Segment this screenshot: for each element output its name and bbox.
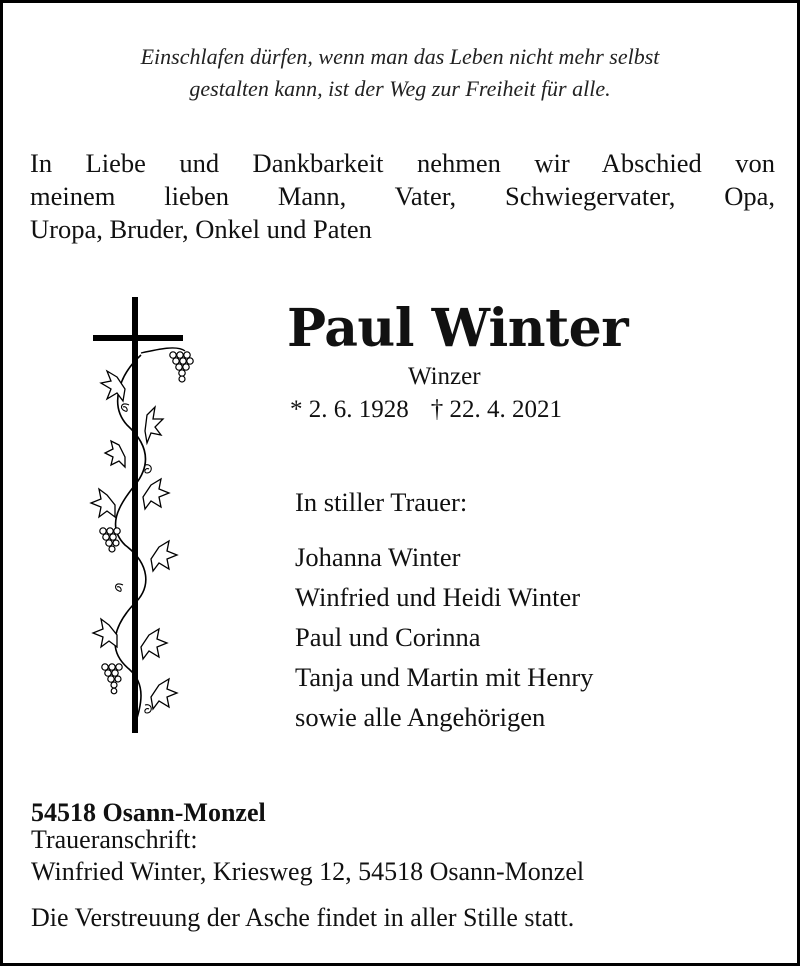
mourner-name: Johanna Winter [295, 542, 461, 572]
death-date: † 22. 4. 2021 [430, 396, 562, 423]
closing-note: Die Verstreuung der Asche findet in aller Stille statt. [31, 903, 575, 932]
life-dates [290, 394, 562, 426]
address-label: Traueranschrift: [31, 825, 198, 854]
mourner-name: Winfried und Heidi Winter [295, 582, 581, 612]
mourners-list [295, 537, 593, 737]
farewell-intro [30, 147, 775, 246]
quote-line-2: gestalten kann, ist der Weg zur Freiheit für alle. [189, 76, 611, 101]
mourning-address: Winfried Winter, Kriesweg 12, 54518 Osann-Monzel [31, 857, 585, 886]
quote-line-1: Einschlafen dürfen, wenn man das Leben nicht mehr selbst [140, 44, 660, 69]
birth-date: * 2. 6. 1928 [290, 396, 409, 423]
cross-with-grapevine-icon [89, 295, 205, 737]
mourner-name: Paul und Corinna [295, 622, 481, 652]
mourner-name: sowie alle Angehörigen [295, 702, 546, 732]
intro-line-2: meinem lieben Mann, Vater, Schwiegervater, Opa, [30, 181, 775, 211]
deceased-profession: Winzer [408, 363, 481, 390]
deceased-name: Paul Winter [287, 298, 629, 359]
intro-line-3: Uropa, Bruder, Onkel und Paten [30, 214, 372, 244]
intro-line-1: In Liebe und Dankbarkeit nehmen wir Abschied von [30, 148, 775, 178]
memorial-quote [3, 41, 797, 105]
mourner-name: Tanja und Martin mit Henry [295, 662, 594, 692]
place-heading: 54518 Osann-Monzel [31, 798, 266, 827]
mourners-heading: In stiller Trauer: [295, 487, 468, 517]
